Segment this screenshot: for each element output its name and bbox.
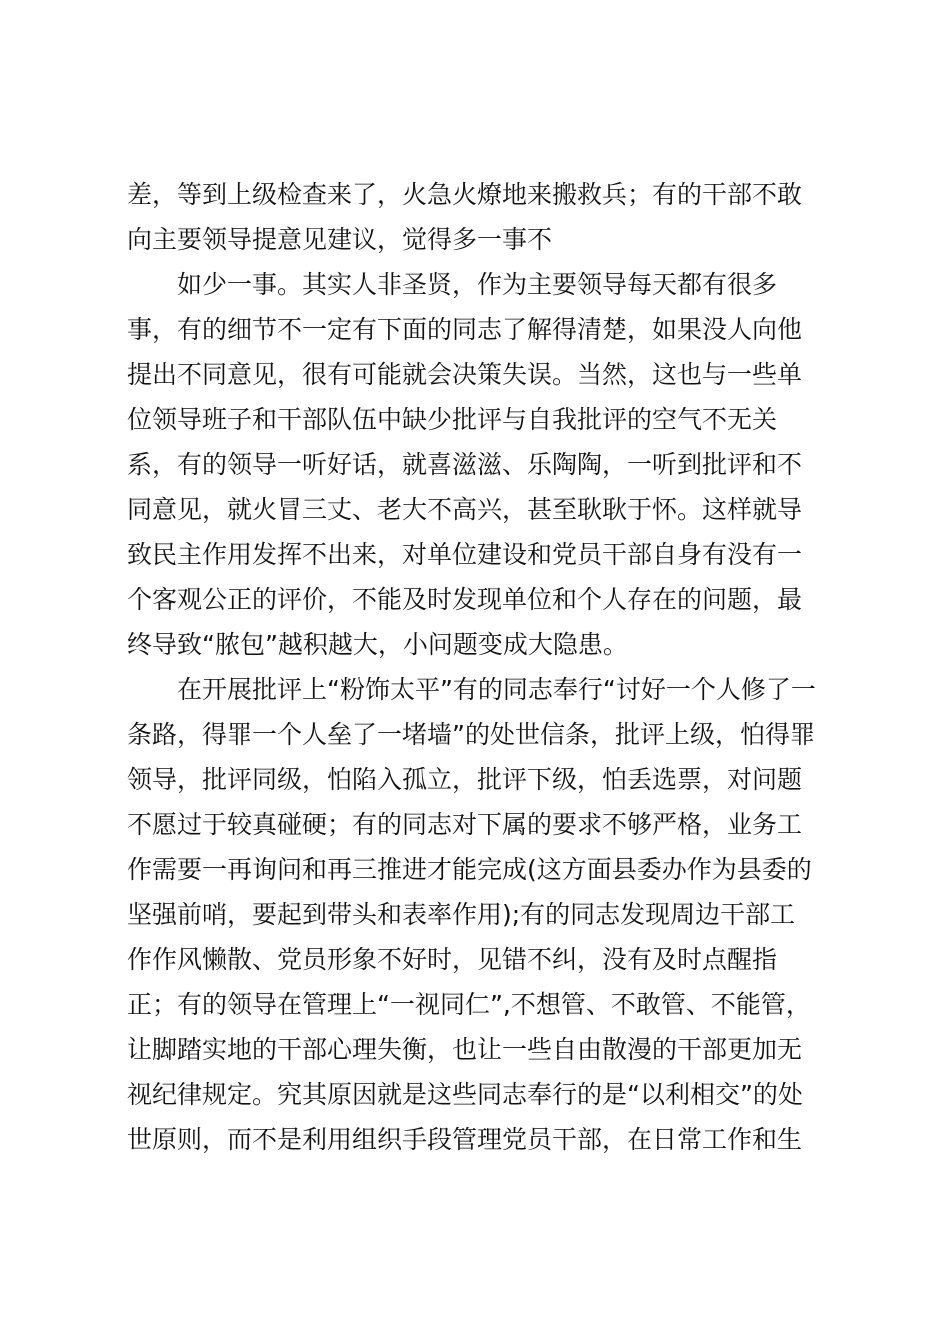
paragraph-start-line: 如少一事。其实人非圣贤，作为主要领导每天都有很多 [177,270,778,299]
text-line: 位领导班子和干部队伍中缺少批评与自我批评的空气不无关 [127,405,778,434]
text-line: 向主要领导提意见建议，觉得多一事不 [127,225,553,254]
text-line: 领导，批评同级，怕陷入孤立，批评下级，怕丢选票，对问题 [127,765,803,794]
text-line: 坚强前哨，要起到带头和表率作用);有的同志发现周边干部工 [127,900,796,929]
text-line: 让脚踏实地的干部心理失衡，也让一些自由散漫的干部更加无 [127,1035,803,1064]
text-line: 世原则，而不是利用组织手段管理党员干部，在日常工作和生 [127,1125,803,1154]
text-line: 同意见，就火冒三丈、老大不高兴，甚至耿耿于怀。这样就导 [127,495,803,524]
text-line: 系，有的领导一听好话，就喜滋滋、乐陶陶，一听到批评和不 [127,450,803,479]
text-line: 终导致“脓包”越积越大，小问题变成大隐患。 [127,630,628,659]
text-line: 不愿过于较真碰硬；有的同志对下属的要求不够严格，业务工 [127,810,803,839]
text-line: 视纪律规定。究其原因就是这些同志奉行的是“以利相交”的处 [127,1080,803,1109]
text-line: 差，等到上级检查来了，火急火燎地来搬救兵；有的干部不敢 [127,180,803,209]
paragraph-start-line: 在开展批评上“粉饰太平”有的同志奉行“讨好一个人修了一 [177,675,816,704]
text-line: 事，有的细节不一定有下面的同志了解得清楚，如果没人向他 [127,315,803,344]
text-line: 致民主作用发挥不出来，对单位建设和党员干部自身有没有一 [127,540,803,569]
text-line: 作需要一再询问和再三推进才能完成(这方面县委办作为县委的 [127,855,812,884]
text-line: 提出不同意见，很有可能就会决策失误。当然，这也与一些单 [127,360,803,389]
text-line: 作作风懒散、党员形象不好时，见错不纠，没有及时点醒指 [127,945,778,974]
text-line: 个客观公正的评价，不能及时发现单位和个人存在的问题，最 [127,585,803,614]
text-line: 正；有的领导在管理上“一视同仁”,不想管、不敢管、不能管， [127,990,811,1019]
text-line: 条路，得罪一个人垒了一堵墙”的处世信条，批评上级，怕得罪 [127,720,815,749]
